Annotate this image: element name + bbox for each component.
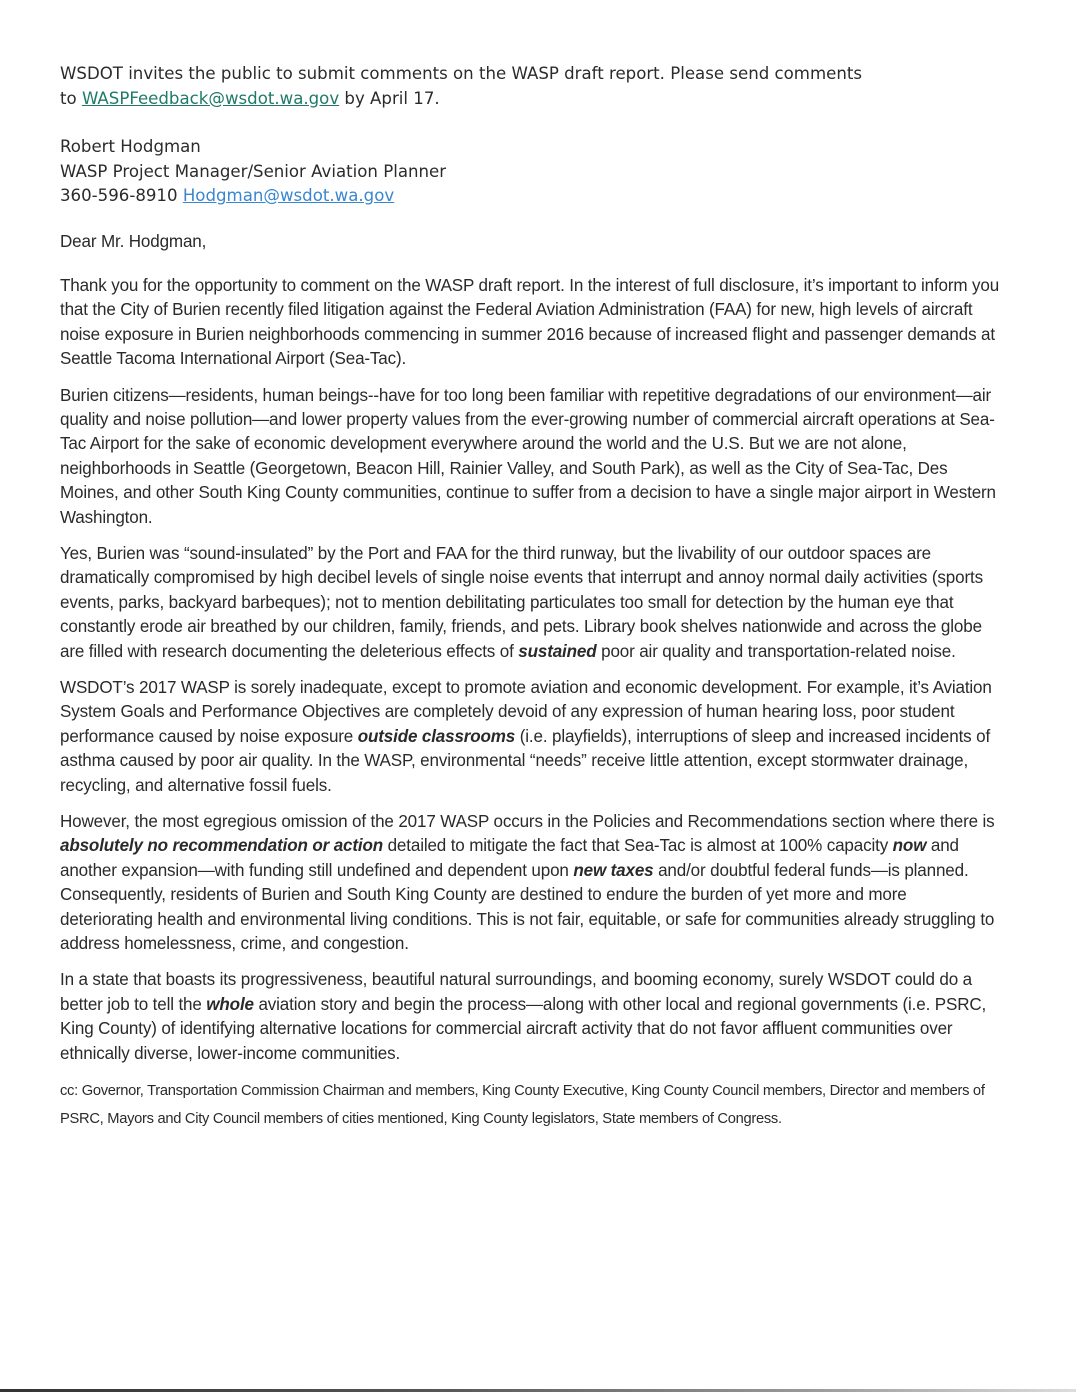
paragraph-5-text-2: detailed to mitigate the fact that Sea-Tac is almost at 100% capacity [383, 835, 893, 856]
emphasis-now: now [892, 835, 927, 856]
contact-email-link[interactable]: Hodgman@wsdot.wa.gov [182, 186, 395, 205]
announcement-line [60, 62, 1020, 87]
paragraph-3-text: Yes, Burien was “sound-insulated” by the Port and FAA for the third runway, but the livability of our outdoor spaces are dramatically compromised by high decibel levels of single noise events that interrupt and annoy normal daily activities (sports events, parks, backyard barbeques); not to mention debilitating particulates too small for detection by the human eye that constantly erode air breathed by our children, family, friends, and pets. Library book shelves nationwide and across the globe are filled with research documenting the deleterious effects of [60, 542, 983, 661]
announcement-prefix: to [60, 88, 82, 108]
bottom-rule-divider [0, 1389, 1076, 1392]
announcement-text: WSDOT invites the public to submit comments on the WASP draft report. Please send comments [60, 64, 863, 83]
paragraph-5 [60, 809, 1001, 955]
contact-name: Robert Hodgman [60, 137, 201, 156]
emphasis-sustained: sustained [518, 640, 597, 661]
paragraph-3-text-end: poor air quality and transportation-related noise. [596, 640, 956, 661]
announcement-deadline: by April 17. [339, 88, 440, 108]
paragraph-6-text: In a state that boasts its progressiveness, beautiful natural surroundings, and booming economy, surely WSDOT could do a better job to tell the [60, 969, 973, 1014]
announcement-header [60, 62, 1020, 209]
paragraph-2: Burien citizens—residents, human beings--have for too long been familiar with repetitive degradations of our environment—air quality and noise pollution—and lower property values from the ever-growing number of commercial aircraft operations at Sea-Tac Airport for the sake of economic development everywhere around the world and the U.S. But we are not alone, neighborhoods in Seattle (Georgetown, Beacon Hill, Rainier Valley, and South Park), as well as the City of Sea-Tac, Des Moines, and other South King County communities, continue to suffer from a decision to have a single major airport in Western Washington. [60, 384, 996, 527]
paragraph-6-text-end: aviation story and begin the process—along with other local and regional governments (i.e. PSRC, King County) of identifying alternative locations for commercial aircraft activity that do not favor affluent communities over ethnically diverse, lower-income communities. [60, 993, 987, 1063]
contact-line [60, 184, 1020, 209]
paragraph-6 [60, 967, 1001, 1065]
paragraph-1: Thank you for the opportunity to comment on the WASP draft report. In the interest of full disclosure, it’s important to inform you that the City of Burien recently filed litigation against the Federal Aviation Administration (FAA) for new, high levels of aircraft noise exposure in Burien neighborhoods commencing in summer 2016 because of increased flight and passenger demands at Seattle Tacoma International Airport (Sea-Tac). [60, 274, 1000, 369]
emphasis-outside-classrooms: outside classrooms [357, 725, 516, 746]
paragraph-5-text-4: and/or doubtful federal funds—is planned. Consequently, residents of Burien and South King County are destined to endure the burden of yet more and more deteriorating health and environmental living conditions. This is not fair, equitable, or safe for communities already struggling to address homelessness, crime, and congestion. [60, 859, 995, 954]
emphasis-no-recommendation: absolutely no recommendation or action [60, 835, 384, 856]
paragraph-4-text-end: (i.e. playfields), interruptions of sleep and increased incidents of asthma caused by poor air quality. In the WASP, environmental “needs” receive little attention, except stormwater drainage, recycling, and alternative fossil fuels. [60, 725, 991, 795]
paragraph-3 [60, 541, 1001, 663]
letter-body [60, 229, 1001, 1134]
paragraph-5-text-3: and another expansion—with funding still undefined and dependent upon [60, 835, 959, 880]
paragraph-4 [60, 675, 1001, 797]
announcement-line-2 [60, 87, 1020, 112]
paragraph-4-text: WSDOT’s 2017 WASP is sorely inadequate, except to promote aviation and economic development. For example, it’s Aviation System Goals and Performance Objectives are completely devoid of any expression of human hearing loss, poor student performance caused by noise exposure [60, 677, 992, 746]
contact-phone: 360-596-8910 [60, 186, 183, 205]
paragraph-5-text: However, the most egregious omission of the 2017 WASP occurs in the Policies and Recommendations section where there is [60, 811, 995, 832]
contact-title: WASP Project Manager/Senior Aviation Planner [60, 161, 447, 181]
emphasis-whole: whole [206, 993, 254, 1014]
letter-page [60, 62, 1020, 1133]
salutation: Dear Mr. Hodgman, [60, 230, 207, 251]
emphasis-new-taxes: new taxes [573, 859, 654, 880]
cc-list: cc: Governor, Transportation Commission Chairman and members, King County Executive, King County Council members, Director and members of PSRC, Mayors and City Council members of cities mentioned, King County legislators, State members of Congress. [60, 1082, 985, 1128]
feedback-email-link[interactable]: WASPFeedback@wsdot.wa.gov [81, 88, 340, 108]
spacer [60, 111, 1020, 135]
